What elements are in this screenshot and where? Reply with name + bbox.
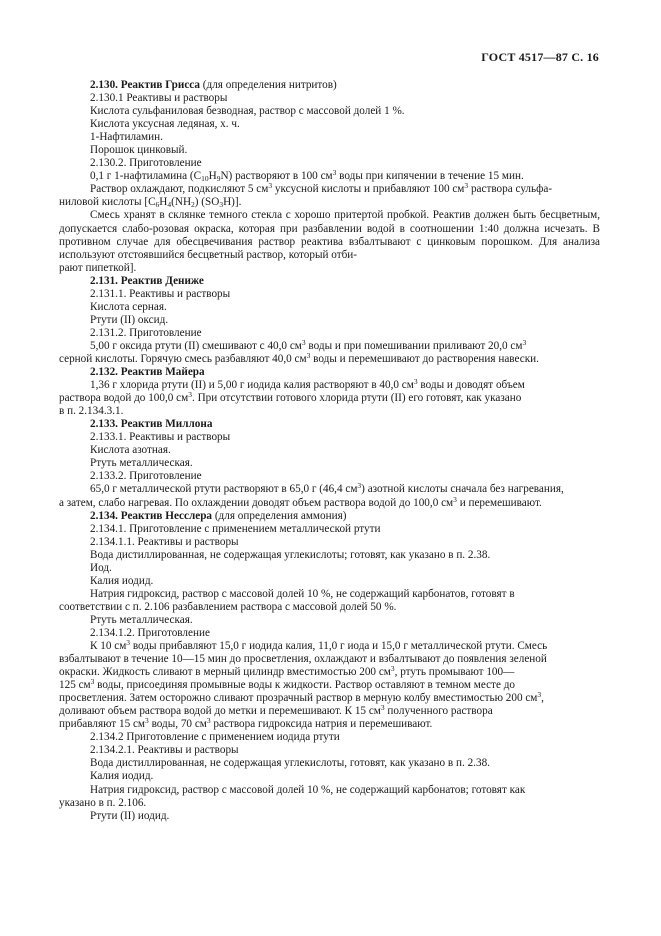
text-line: 5,00 г оксида ртути (II) смешивают с 40,0 $см^3$ воды и при помешивании приливают 20,0 $см^3$ xyxy=(90,337,527,352)
text-line: 65,0 г металлической ртути растворяют в 65,0 г (46,4 $см^3$) азотной кислоты сначала без нагревания, xyxy=(90,481,564,496)
text-line: ниловой кислоты [$C_6H_4(NH_2)$ $(SO_3H)$]. xyxy=(59,196,242,210)
text-line: а затем, слабо нагревая. По охлаждении доводят объем раствора водой до 100,0 $см^3$ и перемешивают. xyxy=(59,494,542,509)
text-line: Вода дистиллированная, не содержащая углекислоты, готовят, как указано в п. 2.38. xyxy=(90,757,490,770)
text-line: доливают объем раствора водой до метки и перемешивают. К 15 $см^3$ полученного раствора xyxy=(59,703,493,718)
text-line: Калия иодид. xyxy=(90,574,154,587)
text-line: раствора водой до 100,0 $см^3$. При отсутствии готового хлорида ртути (II) его готовят, как указано xyxy=(59,390,522,405)
text-line: Кислота азотная. xyxy=(90,444,171,457)
text-line: 2.134.2 Приготовление с применением иодида ртути xyxy=(90,731,340,744)
text-line: Ртути (II) иодид. xyxy=(90,809,170,822)
text-line: Ртуть металлическая. xyxy=(90,457,193,470)
text-line: К 10 $см^3$ воды прибавляют 15,0 г иодида калия, 11,0 г иода и 15,0 г металлической ртути. Смесь xyxy=(90,638,548,653)
text-line: Калия иодид. xyxy=(90,770,154,783)
text-line: взбалтывают в течение 10—15 мин до просветления, охлаждают и взбалтывают до появления зеленой xyxy=(59,653,547,666)
text-line: 2.133.2. Приготовление xyxy=(90,470,202,483)
text-line: окраски. Жидкость сливают в мерный цилиндр вместимостью 200 $см^3$, ртуть промывают 100— xyxy=(59,664,515,679)
text-line: 2.134.2.1. Реактивы и растворы xyxy=(90,744,239,757)
text-line: Кислота серная. xyxy=(90,300,167,313)
document-body xyxy=(59,79,600,823)
text-line: 2.133.1. Реактивы и растворы xyxy=(90,431,231,444)
text-line: 2.134.1. Приготовление с применением металлической ртути xyxy=(90,522,381,535)
text-line: Натрия гидроксид, раствор с массовой долей 10 %, не содержащий карбонатов; готовят как xyxy=(90,783,526,796)
text-line: 2.131.2. Приготовление xyxy=(90,326,202,339)
text-line: 2.130.1 Реактивы и растворы xyxy=(90,92,228,105)
text-line: 1-Нафтиламин. xyxy=(90,131,163,144)
paragraph: Смесь хранят в склянке темного стекла с хорошо притертой пробкой. Реактив должен быть бесцветным, допускается слабо-розовая окраска, которая при разбавлении водой в соотношении 1:40 должна исчезать. В противном случае для обесцвечивания раствор реактива взбалтывают с цинковым порошком. Для анализа используют отстоявшийся бесцветный раствор, который отби- xyxy=(59,209,600,261)
text-line: серной кислоты. Горячую смесь разбавляют 40,0 $см^3$ воды и перемешивают до растворения навески. xyxy=(59,350,539,365)
text-line: Иод. xyxy=(90,561,112,574)
section-2-132-heading: 2.132. Реактив Майера xyxy=(90,366,205,379)
section-2-130-heading: 2.130. Реактив Грисса (для определения нитритов) xyxy=(90,79,337,91)
text-line: Ртуть металлическая. xyxy=(90,613,193,626)
text-line: Порошок цинковый. xyxy=(90,144,188,157)
text-line: рают пипеткой]. xyxy=(59,261,137,274)
text-line: прибавляют 15 $см^3$ воды, 70 $см^3$ раствора гидроксида натрия и перемешивают. xyxy=(59,716,433,731)
text-line: Кислота уксусная ледяная, х. ч. xyxy=(90,118,240,131)
text-line: 1,36 г хлорида ртути (II) и 5,00 г иодида калия растворяют в 40,0 $см^3$ воды и доводят объем xyxy=(90,377,525,392)
text-line: в п. 2.134.3.1. xyxy=(59,405,124,418)
text-line: Натрия гидроксид, раствор с массовой долей 10 %, не содержащий карбонатов, готовят в xyxy=(90,587,515,600)
section-2-134-heading: 2.134. Реактив Несслера (для определения аммония) xyxy=(90,509,347,522)
text-line: Раствор охлаждают, подкисляют 5 $см^3$ уксусной кислоты и прибавляют 100 $см^3$ раствора сульфа- xyxy=(90,181,553,196)
text-line: указано в п. 2.106. xyxy=(59,796,147,809)
text-line: Кислота сульфаниловая безводная, раствор с массовой долей 1 %. xyxy=(90,105,405,118)
text-line: 125 $см^3$ воды, присоединяя промывные воды к жидкости. Раствор оставляют в темном месте до xyxy=(59,677,515,692)
text-line: 2.134.1.2. Приготовление xyxy=(90,626,210,639)
text-line: 2.131.1. Реактивы и растворы xyxy=(90,287,231,300)
text-line: 2.130.2. Приготовление xyxy=(90,157,202,170)
text-line: соответствии с п. 2.106 разбавлением раствора с массовой долей 50 %. xyxy=(59,600,397,613)
text-line: Вода дистиллированная, не содержащая углекислоты; готовят, как указано в п. 2.38. xyxy=(90,548,491,561)
text-line: 0,1 г 1-нафтиламина $(C_{10}H_9N)$ растворяют в 100 $см^3$ воды при кипячении в течение 15 мин. xyxy=(90,168,524,184)
section-2-131-heading: 2.131. Реактив Дениже xyxy=(90,274,204,287)
text-line: Ртути (II) оксид. xyxy=(90,313,169,326)
section-2-133-heading: 2.133. Реактив Миллона xyxy=(90,418,213,431)
page-header: ГОСТ 4517—87 С. 16 xyxy=(481,50,599,64)
text-line: 2.134.1.1. Реактивы и растворы xyxy=(90,535,239,548)
text-line: просветления. Затем осторожно сливают прозрачный раствор в мерную колбу вместимостью 200 $см^3$, xyxy=(59,690,544,705)
